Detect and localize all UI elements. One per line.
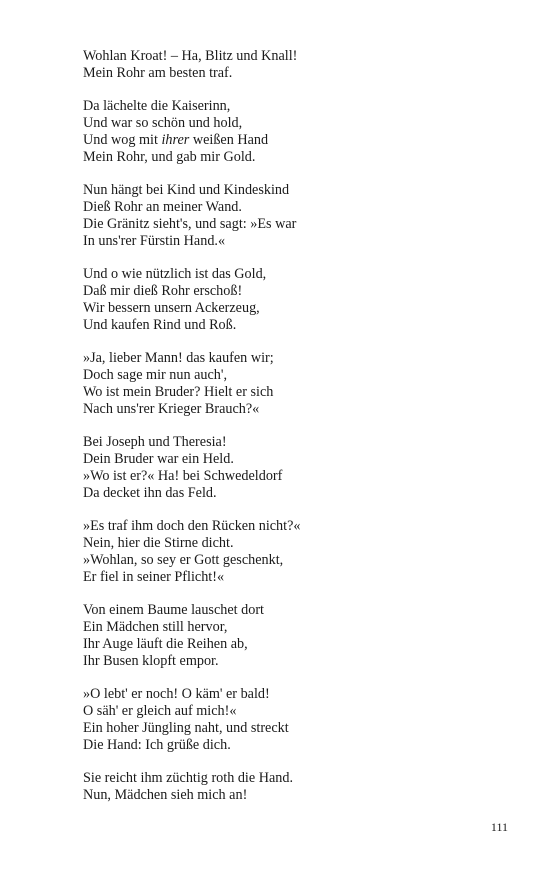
poem-line: Ihr Busen klopft empor. — [83, 652, 219, 669]
poem-line: Mein Rohr am besten traf. — [83, 64, 233, 81]
poem-line: Ein hoher Jüngling naht, und streckt — [83, 719, 289, 736]
poem-line: Da lächelte die Kaiserinn, — [83, 98, 231, 115]
poem-line: O säh' er gleich auf mich!« — [83, 703, 237, 720]
poem-line: Nach uns'rer Krieger Brauch?« — [83, 400, 260, 417]
poem-line: Wohlan Kroat! – Ha, Blitz und Knall! — [83, 48, 298, 64]
poem-line: In uns'rer Fürstin Hand.« — [83, 232, 226, 249]
poem-line: Doch sage mir nun auch', — [83, 367, 227, 384]
poem-line: »O lebt' er noch! O käm' er bald! — [83, 686, 270, 703]
poem-line: Er fiel in seiner Pflicht!« — [83, 568, 225, 585]
stanza — [83, 770, 503, 804]
stanza — [83, 434, 503, 501]
poem-line: Sie reicht ihm züchtig roth die Hand. — [83, 770, 293, 787]
poem-line: Da decket ihn das Feld. — [83, 484, 217, 501]
poem-line: Ihr Auge läuft die Reihen ab, — [83, 635, 248, 652]
poem-line: Und o wie nützlich ist das Gold, — [83, 266, 267, 283]
stanza — [83, 48, 503, 82]
emphasis-word: ihrer — [161, 131, 190, 148]
poem-line: »Wo ist er?« Ha! bei Schwedeldorf — [83, 467, 283, 484]
stanza — [83, 602, 503, 669]
stanza — [83, 266, 503, 333]
poem-line: »Ja, lieber Mann! das kaufen wir; — [83, 350, 274, 367]
poem-line: Nun, Mädchen sieh mich an! — [83, 787, 248, 804]
stanza — [83, 350, 503, 417]
poem-line: Und war so schön und hold, — [83, 115, 243, 132]
stanza — [83, 686, 503, 753]
poem-line: Die Hand: Ich grüße dich. — [83, 736, 231, 753]
poem-line: Mein Rohr, und gab mir Gold. — [83, 148, 256, 165]
stanza — [83, 98, 503, 165]
poem-line: Ein Mädchen still hervor, — [83, 619, 228, 636]
poem-line: Und wog mit ihrer weißen Hand — [83, 131, 269, 148]
poem-line: Nun hängt bei Kind und Kindeskind — [83, 182, 290, 199]
poem-body — [83, 48, 503, 821]
poem-line: »Es traf ihm doch den Rücken nicht?« — [83, 518, 301, 535]
poem-line: Daß mir dieß Rohr erschoß! — [83, 283, 243, 300]
poem-line: Und kaufen Rind und Roß. — [83, 316, 237, 333]
poem-line: Nein, hier die Stirne dicht. — [83, 535, 234, 552]
stanza — [83, 182, 503, 249]
poem-line: Wir bessern unsern Ackerzeug, — [83, 299, 260, 316]
poem-line: Dein Bruder war ein Held. — [83, 451, 234, 468]
poem-line: Bei Joseph und Theresia! — [83, 434, 227, 451]
stanza — [83, 518, 503, 585]
poem-line: »Wohlan, so sey er Gott geschenkt, — [83, 551, 284, 568]
poem-line: Wo ist mein Bruder? Hielt er sich — [83, 383, 274, 400]
poem-line: Dieß Rohr an meiner Wand. — [83, 199, 242, 216]
poem-line: Die Gränitz sieht's, und sagt: »Es war — [83, 215, 297, 232]
poem-line: Von einem Baume lauschet dort — [83, 602, 264, 619]
page-number: 111 — [490, 820, 508, 834]
